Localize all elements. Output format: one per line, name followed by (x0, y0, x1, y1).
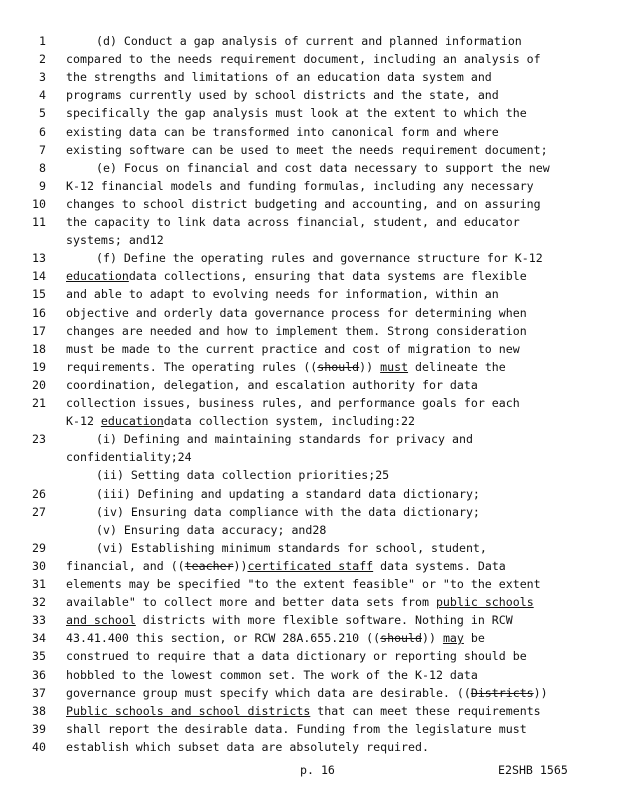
text-run: that can meet these requirements (310, 703, 541, 718)
line-text (96, 504, 480, 521)
text-run: financial, and (( (66, 558, 185, 573)
line-number: 27 (32, 504, 46, 519)
line-text (96, 431, 473, 448)
inserted-text: must (380, 359, 409, 374)
line-text (66, 232, 164, 249)
bill-line (0, 431, 618, 448)
deleted-text: should (380, 631, 422, 646)
text-run: hobbled to the lowest common set. The work of the K-12 data (66, 667, 478, 682)
line-text (66, 739, 429, 756)
line-text (66, 341, 520, 358)
bill-line (0, 377, 618, 394)
inserted-text: certificated staff (247, 558, 374, 573)
bill-line (0, 286, 618, 303)
line-text (66, 51, 541, 68)
text-run: shall report the desirable data. Funding from the legislature must (66, 721, 527, 736)
bill-line (0, 612, 618, 629)
line-number: 26 (32, 486, 46, 501)
bill-line (0, 667, 618, 684)
bill-line (0, 721, 618, 738)
bill-line (0, 196, 618, 213)
line-number: 6 (39, 124, 46, 139)
text-run: the strengths and limitations of an education data system and (66, 70, 492, 85)
text-run: (d) Conduct a gap analysis of current and planned information (96, 34, 522, 48)
line-text (66, 449, 192, 466)
line-text (66, 703, 541, 720)
page-number: p. 16 (300, 763, 335, 777)
inserted-text: and school (66, 613, 136, 628)
text-run: be (463, 631, 485, 646)
line-number: 5 (39, 106, 46, 121)
deleted-text: teacher (184, 558, 234, 573)
line-number: 23 (32, 432, 46, 447)
line-number: 35 (32, 649, 46, 664)
text-run: delineate the (408, 359, 506, 374)
bill-line (0, 522, 618, 539)
line-text (96, 33, 522, 50)
text-run: elements may be specified "to the extent feasible" or "to the extent (66, 577, 541, 591)
line-number: 19 (32, 359, 46, 374)
bill-line (0, 467, 618, 484)
text-run: 43.41.400 this section, or RCW 28A.655.210 (( (66, 631, 381, 646)
line-number: 16 (32, 305, 46, 320)
bill-line (0, 703, 618, 720)
text-run: )) (533, 685, 548, 700)
text-run: collection issues, business rules, and performance goals for each (66, 396, 520, 410)
line-text (66, 196, 541, 213)
line-text (66, 648, 527, 665)
line-number: 13 (32, 251, 46, 266)
line-text (66, 286, 499, 303)
bill-line (0, 341, 618, 358)
inserted-text: Public schools and school districts (66, 703, 311, 718)
deleted-text: Districts (470, 685, 534, 700)
line-number: 39 (32, 721, 46, 736)
line-text (66, 558, 506, 575)
bill-line (0, 33, 618, 50)
text-run: construed to require that a data dictionary or reporting should be (66, 649, 527, 664)
text-run: data collection system, including:22 (163, 414, 416, 429)
line-number: 10 (32, 196, 46, 211)
line-text (66, 395, 520, 412)
text-run: K-12 (66, 414, 101, 429)
line-number: 14 (32, 269, 46, 284)
bill-line (0, 594, 618, 611)
line-number: 17 (32, 323, 46, 338)
text-run: )) (422, 631, 443, 646)
line-text (66, 323, 527, 340)
line-number: 32 (32, 595, 46, 610)
bill-line (0, 160, 618, 177)
line-number: 8 (39, 160, 46, 175)
bill-line (0, 739, 618, 756)
bill-line (0, 51, 618, 68)
text-run: objective and orderly data governance process for determining when (66, 305, 527, 320)
bill-line (0, 648, 618, 665)
bill-line (0, 124, 618, 141)
inserted-text: public schools (435, 595, 534, 610)
text-run: confidentiality;24 (66, 450, 192, 465)
line-text (66, 667, 478, 684)
line-text (66, 178, 534, 195)
line-text (66, 377, 478, 394)
line-text (66, 142, 548, 159)
line-text (66, 214, 520, 231)
line-text (66, 359, 506, 376)
text-run: data collections, ensuring that data systems are flexible (128, 269, 527, 284)
line-number: 4 (39, 88, 46, 103)
bill-line (0, 323, 618, 340)
bill-line (0, 558, 618, 575)
text-run: (iii) Defining and updating a standard data dictionary; (96, 486, 480, 501)
line-number: 37 (32, 685, 46, 700)
bill-line (0, 69, 618, 86)
line-number: 1 (39, 34, 46, 48)
bill-line (0, 504, 618, 521)
bill-line (0, 87, 618, 104)
text-run: governance group must specify which data are desirable. (( (66, 685, 471, 700)
text-run: requirements. The operating rules (( (66, 359, 318, 374)
line-text (66, 413, 415, 430)
text-run: systems; and12 (66, 233, 164, 248)
bill-number: E2SHB 1565 (498, 763, 568, 777)
line-text (66, 268, 527, 285)
inserted-text: education (66, 269, 129, 284)
line-text (96, 486, 480, 503)
line-text (66, 69, 492, 86)
bill-line (0, 214, 618, 231)
bill-line (0, 105, 618, 122)
bill-line (0, 142, 618, 159)
bill-line (0, 232, 618, 249)
line-text (96, 467, 389, 484)
text-run: existing data can be transformed into canonical form and where (66, 124, 499, 139)
text-run: establish which subset data are absolutely required. (66, 739, 429, 754)
line-text (66, 594, 534, 611)
text-run: (v) Ensuring data accuracy; and28 (96, 522, 327, 537)
text-run: )) (359, 359, 381, 374)
line-text (66, 87, 499, 104)
line-number: 18 (32, 341, 46, 356)
text-run: data systems. Data (373, 558, 506, 573)
line-number: 34 (32, 631, 46, 646)
bill-line (0, 268, 618, 285)
text-run: must be made to the current practice and cost of migration to new (66, 341, 520, 356)
line-number: 36 (32, 667, 46, 682)
bill-line (0, 395, 618, 412)
bill-line (0, 630, 618, 647)
text-run: districts with more flexible software. Nothing in RCW (135, 613, 513, 628)
inserted-text: may (442, 631, 464, 646)
text-run: coordination, delegation, and escalation authority for data (66, 377, 478, 392)
text-run: (e) Focus on financial and cost data necessary to support the new (96, 160, 550, 175)
line-number: 20 (32, 377, 46, 392)
line-text (66, 105, 527, 122)
line-text (66, 685, 548, 702)
bill-line (0, 540, 618, 557)
line-number: 7 (39, 142, 46, 157)
bill-line (0, 413, 618, 430)
line-text (96, 250, 543, 267)
line-number: 21 (32, 396, 46, 410)
bill-line (0, 250, 618, 267)
line-text (66, 124, 499, 141)
text-run: changes are needed and how to implement them. Strong consideration (66, 323, 527, 338)
line-text (66, 612, 513, 629)
text-run: (i) Defining and maintaining standards for privacy and (96, 432, 473, 447)
line-number: 3 (39, 70, 46, 85)
line-text (96, 540, 487, 557)
line-number: 2 (39, 52, 46, 67)
line-number: 11 (32, 215, 46, 229)
text-run: (vi) Establishing minimum standards for school, student, (96, 540, 487, 555)
line-number: 38 (32, 703, 46, 718)
text-run: existing software can be used to meet the needs requirement document; (66, 142, 548, 157)
line-number: 15 (32, 287, 46, 302)
line-text (66, 305, 527, 322)
text-run: (ii) Setting data collection priorities;25 (96, 468, 390, 483)
line-number: 33 (32, 613, 46, 628)
line-text (96, 160, 550, 177)
text-run: the capacity to link data across financial, student, and educator (66, 215, 520, 229)
text-run: (f) Define the operating rules and governance structure for K-12 (96, 251, 543, 266)
text-run: specifically the gap analysis must look at the extent to which the (66, 106, 527, 121)
page-footer (0, 762, 618, 779)
line-number: 29 (32, 540, 46, 555)
line-text (96, 522, 326, 539)
bill-line (0, 359, 618, 376)
line-text (66, 630, 485, 647)
line-number: 40 (32, 739, 46, 754)
bill-line (0, 178, 618, 195)
bill-line (0, 486, 618, 503)
text-run: )) (233, 558, 248, 573)
text-run: changes to school district budgeting and accounting, and on assuring (66, 196, 541, 211)
bill-line (0, 305, 618, 322)
line-number: 30 (32, 558, 46, 573)
line-number: 31 (32, 577, 46, 591)
line-text (66, 576, 541, 593)
bill-line (0, 449, 618, 466)
text-run: K-12 financial models and funding formulas, including any necessary (66, 178, 534, 193)
text-run: programs currently used by school districts and the state, and (66, 88, 499, 103)
inserted-text: education (100, 414, 164, 429)
line-number: 9 (39, 178, 46, 193)
deleted-text: should (317, 359, 360, 374)
text-run: (iv) Ensuring data compliance with the data dictionary; (96, 504, 480, 519)
bill-line (0, 576, 618, 593)
bill-line (0, 685, 618, 702)
text-run: available" to collect more and better data sets from (66, 595, 436, 610)
text-run: and able to adapt to evolving needs for information, within an (66, 287, 499, 302)
text-run: compared to the needs requirement document, including an analysis of (66, 52, 541, 67)
line-text (66, 721, 527, 738)
